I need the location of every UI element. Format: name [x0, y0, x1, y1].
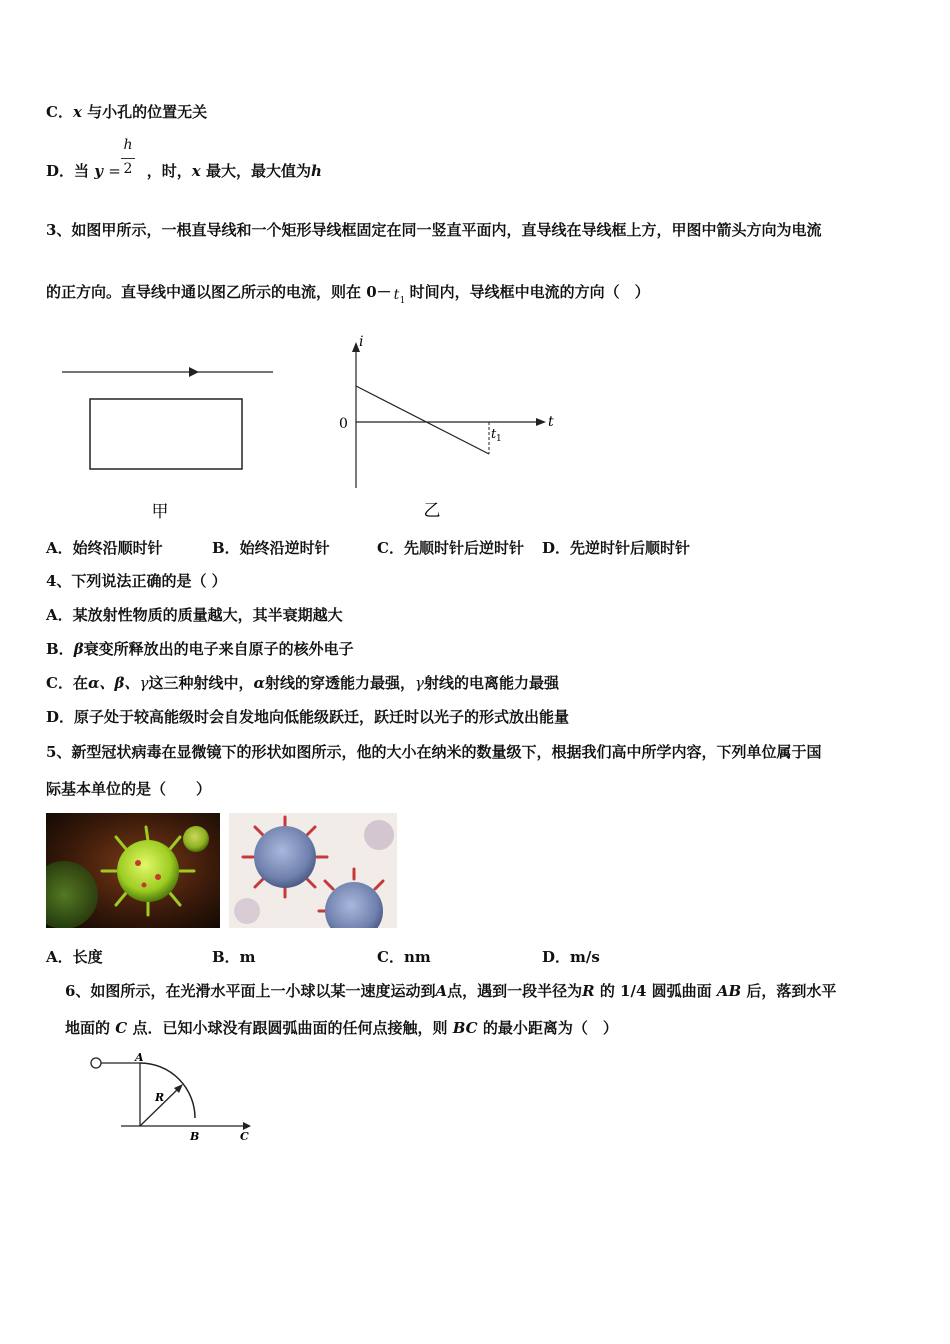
option-text: 衰变所释放出的电子来自原子的核外电子 — [83, 640, 354, 658]
q4-option-a[interactable]: A．某放射性物质的质量越大，其半衰期越大 — [46, 606, 343, 624]
option-text: 射线的电离能力最强 — [423, 674, 559, 692]
math-var: AB — [716, 982, 742, 1000]
stem-text: 时间内，导线框中电流的方向（ ） — [409, 283, 650, 301]
q2-option-d[interactable] — [46, 161, 322, 181]
math-var: R — [582, 982, 595, 1000]
figure-jia — [55, 355, 285, 530]
q3-option-a[interactable]: A．始终沿顺时针 — [46, 539, 163, 557]
virus-blue-illustration — [229, 813, 397, 928]
option-label: C． — [46, 103, 73, 121]
option-text: 这三种射线中， — [148, 674, 254, 692]
t-axis-arrow-icon — [536, 418, 546, 426]
stem-text: 地面的 — [65, 1019, 111, 1037]
math-var: C — [115, 1019, 128, 1037]
greek-alpha: α — [253, 674, 265, 692]
stem-text: 的 1/4 圆弧曲面 — [599, 982, 712, 1000]
greek-beta: β — [73, 640, 84, 658]
greek-gamma: γ — [415, 674, 424, 692]
q3-option-b[interactable]: B．始终沿逆时针 — [212, 539, 330, 557]
option-label: D．当 — [46, 162, 90, 180]
math-var: y — [94, 162, 103, 180]
current-line — [356, 386, 489, 454]
math-var: BC — [452, 1019, 478, 1037]
greek-letters: α、β、 — [87, 674, 140, 692]
figure-yi-label: 乙 — [423, 501, 441, 521]
q6-figure — [85, 1050, 260, 1145]
option-label: B． — [46, 640, 74, 658]
fraction-bar — [121, 158, 135, 159]
origin-label: 0 — [339, 416, 348, 432]
fraction-numerator: h — [123, 137, 133, 153]
label-b: B — [190, 1130, 200, 1143]
q5-stem-line1: 5、新型冠状病毒在显微镜下的形状如图所示，他的大小在纳米的数量级下，根据我们高中所学内容，下列单位属于国 — [46, 743, 822, 761]
option-label: C．在 — [46, 674, 88, 692]
q2-option-c[interactable] — [46, 102, 207, 122]
greek-gamma: γ — [139, 674, 149, 692]
q5-option-a[interactable]: A．长度 — [46, 948, 103, 966]
ball-icon — [91, 1058, 101, 1068]
option-text: 与小孔的位置无关 — [87, 103, 208, 121]
q4-option-d[interactable]: D．原子处于较高能级时会自发地向低能级跃迁，跃迁时以光子的形式放出能量 — [46, 708, 570, 726]
ground-arrow-icon — [243, 1122, 251, 1130]
quarter-arc — [140, 1063, 195, 1118]
math-var: A — [435, 982, 448, 1000]
fraction-denominator: 2 — [123, 161, 133, 177]
math-var: t — [393, 287, 400, 303]
q4-option-c[interactable] — [46, 673, 559, 693]
q5-option-b[interactable]: B．m — [212, 948, 256, 966]
q3-stem-line1: 3、如图甲所示，一根直导线和一个矩形导线框固定在同一竖直平面内，直导线在导线框上方，甲图中箭头方向为电流 — [46, 221, 822, 239]
option-text: ，时， — [146, 162, 192, 180]
axis-label-i: i — [359, 334, 364, 350]
wire-frame — [90, 399, 242, 469]
stem-text: 的最小距离为（ ） — [482, 1019, 618, 1037]
stem-text: 的正方向。直导线中通以图乙所示的电流，则在 0－ — [46, 283, 392, 301]
q5-stem-line2: 际基本单位的是（ ） — [46, 780, 212, 798]
q6-stem-line2 — [65, 1018, 618, 1038]
label-c: C — [240, 1130, 249, 1143]
figure-yi-graph — [330, 328, 570, 528]
q4-stem: 4、下列说法正确的是（ ） — [46, 572, 227, 590]
q3-option-d[interactable]: D．先逆时针后顺时针 — [542, 539, 691, 557]
option-text: 射线的穿透能力最强， — [265, 674, 416, 692]
math-var: h — [311, 162, 322, 180]
q5-option-d[interactable]: D．m/s — [542, 948, 600, 966]
math-var: x — [72, 103, 82, 121]
label-r: R — [155, 1091, 165, 1104]
virus-photo-blue — [229, 813, 397, 928]
stem-text: 点，遇到一段半径为 — [447, 982, 583, 1000]
stem-text: 6、如图所示，在光滑水平面上一小球以某一速度运动到 — [65, 982, 436, 1000]
math-var: x — [191, 162, 201, 180]
stem-text: 后，落到水平 — [746, 982, 837, 1000]
q3-stem-line2 — [46, 282, 650, 306]
q4-option-b[interactable] — [46, 639, 354, 659]
current-arrow-icon — [189, 367, 199, 377]
t1-label: t — [491, 427, 497, 442]
axis-label-t: t — [548, 414, 554, 430]
figure-jia-label: 甲 — [151, 502, 169, 522]
virus-green-illustration — [46, 813, 220, 928]
q3-option-c[interactable]: C．先顺时针后逆时针 — [377, 539, 524, 557]
label-a: A — [135, 1051, 144, 1064]
q6-stem-line1 — [65, 981, 836, 1001]
subscript: 1 — [399, 296, 406, 306]
virus-photo-green — [46, 813, 220, 928]
equals-sign: = — [108, 162, 121, 180]
option-text: 最大，最大值为 — [205, 162, 311, 180]
q5-option-c[interactable]: C．nm — [377, 948, 431, 966]
stem-text: 点．已知小球没有跟圆弧曲面的任何点接触，则 — [132, 1019, 448, 1037]
t1-subscript: 1 — [496, 434, 502, 444]
